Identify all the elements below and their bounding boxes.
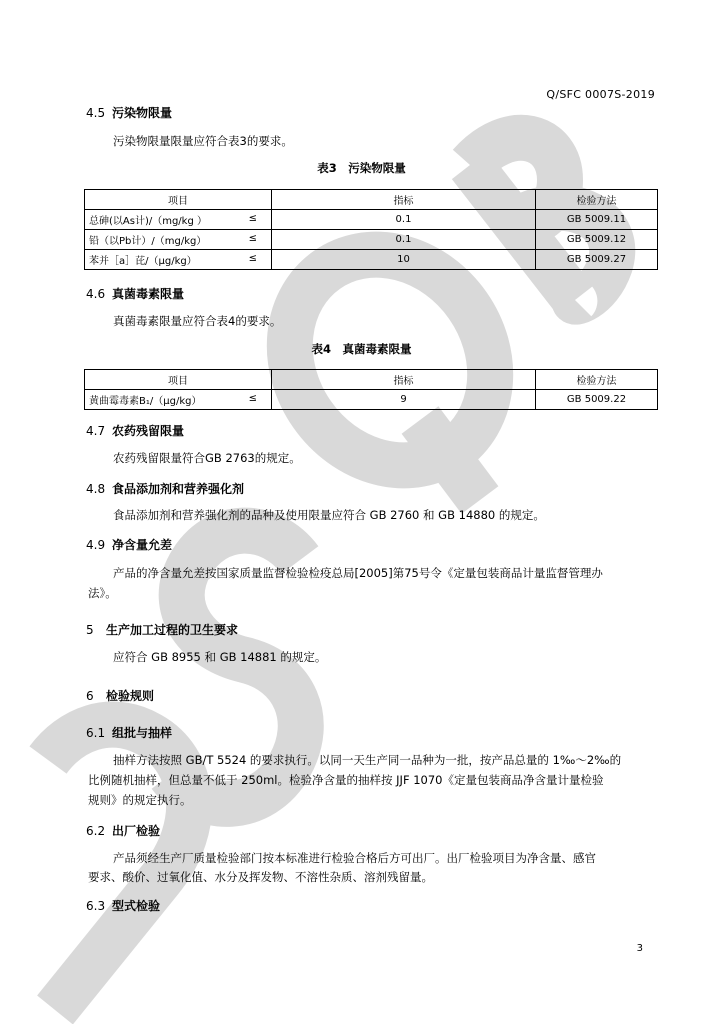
table-row <box>85 230 658 250</box>
section-6-3-heading <box>86 897 160 914</box>
table-row <box>85 390 658 410</box>
section-6-1-text-line2: 比例随机抽样，但总量不低于 250ml。检验净含量的抽样按 JJF 1070《定量包装商品净含量计量检验 <box>88 773 604 787</box>
row-item-label: 铅（以Pb计）/（mg/kg） <box>89 236 207 247</box>
section-6-heading <box>86 687 154 704</box>
le-symbol: ≤ <box>248 393 257 404</box>
section-number: 6.2 <box>86 824 106 838</box>
row-value: 10 <box>272 250 536 270</box>
row-item-label: 总砷(以As计)/（mg/kg ） <box>89 216 207 227</box>
row-value: 0.1 <box>272 210 536 230</box>
section-number: 6.1 <box>86 726 106 740</box>
le-symbol: ≤ <box>248 253 257 264</box>
row-method: GB 5009.27 <box>536 250 658 270</box>
row-value: 9 <box>272 390 536 410</box>
section-4-7-text: 农药残留限量符合GB 2763的规定。 <box>113 451 301 465</box>
section-4-5-heading <box>86 104 172 121</box>
section-4-9-text-line2: 法》。 <box>88 586 117 600</box>
section-number: 4.9 <box>86 538 106 552</box>
section-title: 污染物限量 <box>112 106 173 120</box>
table-header-row <box>85 370 658 390</box>
table-row <box>85 210 658 230</box>
section-4-9-heading <box>86 536 172 553</box>
section-title: 型式检验 <box>112 899 161 913</box>
section-number: 4.8 <box>86 482 106 496</box>
header-item: 项目 <box>85 190 272 210</box>
section-4-7-heading <box>86 422 184 439</box>
section-6-2-text-line1: 产品须经生产厂质量检验部门按本标准进行检验合格后方可出厂。出厂检验项目为净含量、感官 <box>113 851 596 865</box>
section-4-9-text-line1: 产品的净含量允差按国家质量监督检验检疫总局[2005]第75号令《定量包装商品计量监督管理办 <box>113 566 603 580</box>
section-5-text: 应符合 GB 8955 和 GB 14881 的规定。 <box>113 650 327 664</box>
table4 <box>84 369 658 410</box>
table3-caption: 表3 污染物限量 <box>317 161 406 175</box>
section-title: 农药残留限量 <box>112 424 185 438</box>
section-4-6-text: 真菌毒素限量应符合表4的要求。 <box>113 314 282 328</box>
table4-caption: 表4 真菌毒素限量 <box>311 342 412 356</box>
le-symbol: ≤ <box>248 233 257 244</box>
table3 <box>84 189 658 270</box>
section-title: 生产加工过程的卫生要求 <box>106 623 239 637</box>
section-number: 5 <box>86 623 94 637</box>
section-number: 6.3 <box>86 899 106 913</box>
section-6-2-text-line2: 要求、酸价、过氧化值、水分及挥发物、不溶性杂质、溶剂残留量。 <box>88 870 433 884</box>
section-title: 检验规则 <box>106 689 155 703</box>
section-6-2-heading <box>86 822 160 839</box>
section-number: 4.5 <box>86 106 106 120</box>
section-4-8-text: 食品添加剂和营养强化剂的品种及使用限量应符合 GB 2760 和 GB 14880 的规定。 <box>113 508 545 522</box>
row-method: GB 5009.11 <box>536 210 658 230</box>
header-method: 检验方法 <box>536 370 658 390</box>
section-6-1-heading <box>86 724 172 741</box>
section-number: 4.6 <box>86 287 106 301</box>
header-index: 指标 <box>272 370 536 390</box>
row-item <box>85 210 272 230</box>
section-title: 食品添加剂和营养强化剂 <box>112 482 245 496</box>
le-symbol: ≤ <box>248 213 257 224</box>
section-title: 真菌毒素限量 <box>112 287 185 301</box>
row-item <box>85 230 272 250</box>
row-item-label: 黄曲霉毒素B₁/（μg/kg） <box>89 396 202 407</box>
row-method: GB 5009.22 <box>536 390 658 410</box>
section-number: 6 <box>86 689 94 703</box>
section-4-6-heading <box>86 285 184 302</box>
row-item-label: 苯并［a］芘/（μg/kg） <box>89 256 197 267</box>
header-method: 检验方法 <box>536 190 658 210</box>
section-6-1-text-line1: 抽样方法按照 GB/T 5524 的要求执行。以同一天生产同一品种为一批，按产品总量的 1‰～2‰的 <box>113 753 622 767</box>
section-6-1-text-line3: 规则》的规定执行。 <box>88 793 192 807</box>
section-4-5-text: 污染物限量限量应符合表3的要求。 <box>113 134 293 148</box>
row-item <box>85 250 272 270</box>
document-code: Q/SFC 0007S-2019 <box>546 88 655 101</box>
section-4-8-heading <box>86 480 244 497</box>
page-number: 3 <box>636 943 643 954</box>
header-item: 项目 <box>85 370 272 390</box>
section-title: 净含量允差 <box>112 538 173 552</box>
table-row <box>85 250 658 270</box>
section-5-heading <box>86 621 238 638</box>
table-header-row <box>85 190 658 210</box>
row-method: GB 5009.12 <box>536 230 658 250</box>
section-number: 4.7 <box>86 424 106 438</box>
row-value: 0.1 <box>272 230 536 250</box>
row-item <box>85 390 272 410</box>
section-title: 组批与抽样 <box>112 726 173 740</box>
header-index: 指标 <box>272 190 536 210</box>
section-title: 出厂检验 <box>112 824 161 838</box>
